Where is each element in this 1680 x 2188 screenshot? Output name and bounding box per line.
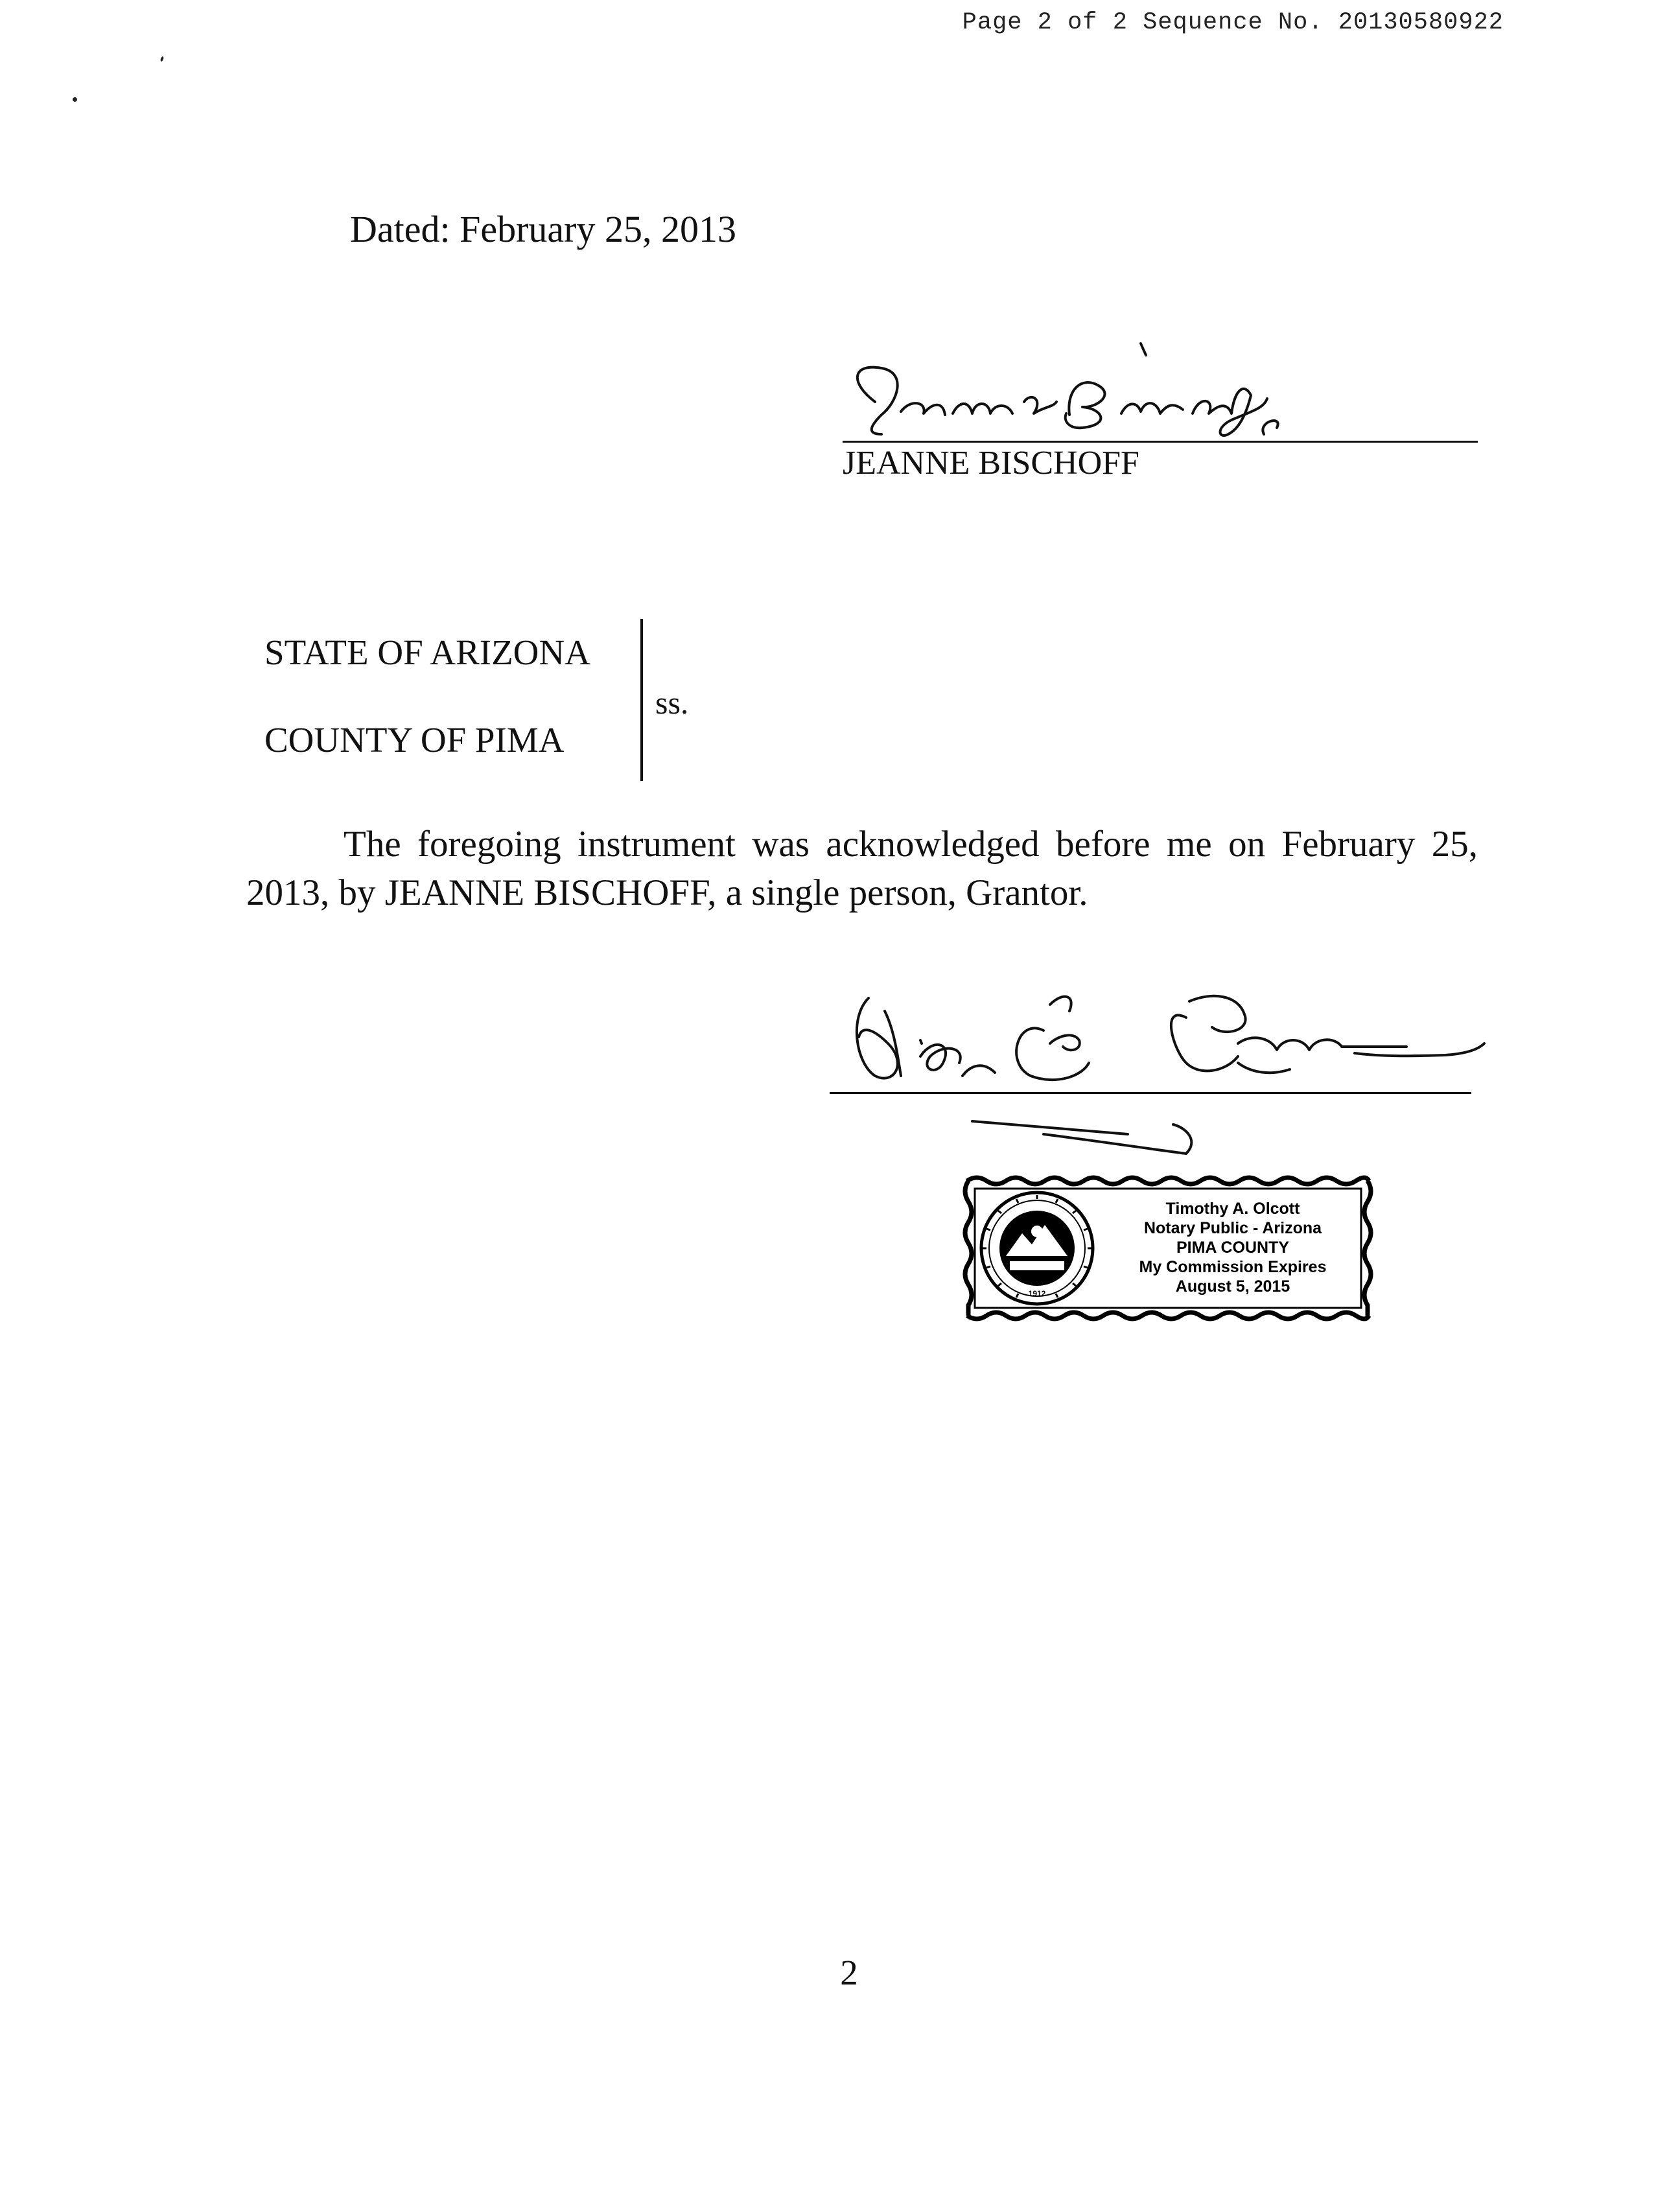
venue-block [264, 619, 718, 787]
venue-state: STATE OF ARIZONA [264, 633, 590, 672]
grantor-printed-name: JEANNE BISCHOFF [843, 445, 1139, 482]
notary-commission-label: My Commission Expires [1139, 1258, 1327, 1276]
venue-bracket-line [640, 619, 643, 781]
grantor-signature-block [836, 337, 1478, 499]
venue-ss: ss. [655, 684, 689, 721]
notary-title: Notary Public - Arizona [1143, 1219, 1322, 1237]
notary-commission-expires: August 5, 2015 [1175, 1277, 1290, 1296]
dated-line: Dated: February 25, 2013 [350, 208, 736, 250]
svg-text:1912: 1912 [1028, 1289, 1046, 1298]
notary-handwritten-signature [823, 966, 1510, 1167]
notary-stamp-text [1097, 1199, 1369, 1296]
acknowledgment-text: The foregoing instrument was acknowledged before me on February 25, 2013, by JEANNE BISCHOFF, a single person, Grantor. [246, 824, 1478, 913]
venue-county: COUNTY OF PIMA [264, 720, 565, 760]
notary-signature-block [823, 966, 1510, 1167]
scan-speck [160, 56, 164, 62]
scan-speck [73, 97, 77, 102]
notary-signature-line [830, 1092, 1471, 1094]
notary-name: Timothy A. Olcott [1165, 1200, 1300, 1218]
recording-sequence-stamp: Page 2 of 2 Sequence No. 20130580922 [962, 9, 1504, 36]
page-number: 2 [840, 1953, 858, 1992]
notary-stamp [961, 1172, 1375, 1325]
acknowledgment-paragraph [246, 820, 1478, 917]
grantor-signature-line [843, 441, 1478, 443]
arizona-state-seal-icon [981, 1193, 1093, 1304]
grantor-handwritten-signature [836, 337, 1478, 447]
notary-county: PIMA COUNTY [1176, 1239, 1290, 1257]
